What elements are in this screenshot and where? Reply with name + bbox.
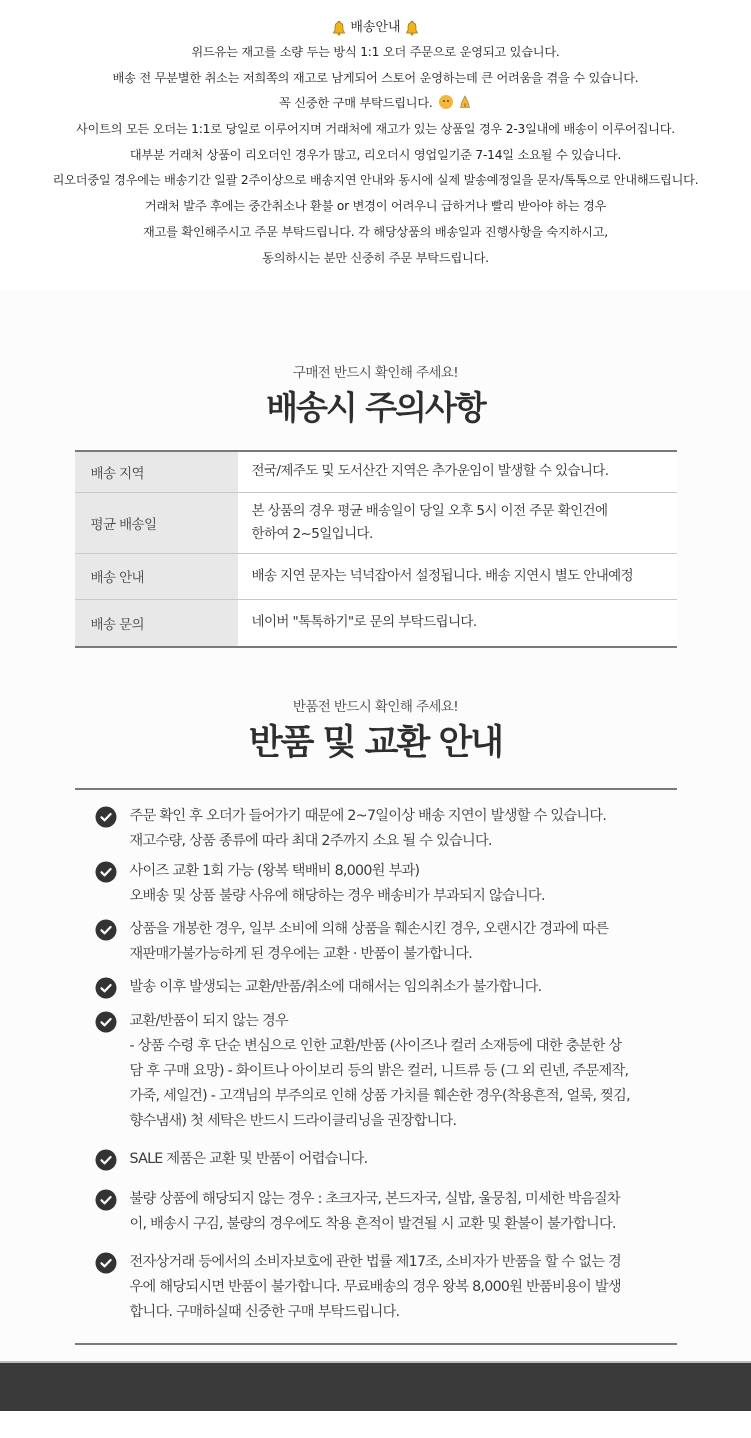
check-circle-icon [95, 1252, 117, 1274]
list-item-line: 향수냄새) 첫 세탁은 반드시 드라이클리닝을 권장합니다. [129, 1113, 457, 1129]
table-row [75, 553, 677, 599]
shipping-notice [0, 0, 751, 290]
list-item-line: - 상품 수령 후 단순 변심으로 인한 교환/반품 (사이즈나 컬러 소재등에 대한 충분한 상 [129, 1038, 622, 1054]
check-circle-icon [95, 1189, 117, 1211]
notice-title [0, 15, 751, 40]
list-item-text [130, 1009, 677, 1134]
list-item [95, 859, 677, 909]
list-item [95, 1250, 677, 1325]
list-item-line: 발송 이후 발생되는 교환/반품/취소에 대해서는 임의취소가 불가합니다. [129, 979, 542, 995]
row-value-line: 한하여 2~5일입니다. [251, 525, 373, 542]
list-item-line: 교환/반품이 되지 않는 경우 [129, 1013, 289, 1029]
list-item-line: 가죽, 세일건) - 고객님의 부주의로 인해 상품 가치를 훼손한 경우(착용흔적, 얼룩, 찢김, [129, 1088, 630, 1104]
list-item-text [130, 1250, 677, 1325]
row-label: 배송 안내 [75, 553, 238, 599]
shipping-precautions [0, 290, 751, 648]
notice-line-text: 꼭 신중한 구매 부탁드립니다. [279, 96, 433, 111]
row-value-line: 본 상품의 경우 평균 배송일이 당일 오후 5시 이전 주문 확인건에 [251, 502, 608, 519]
list-item-line: 주문 확인 후 오더가 들어가기 때문에 2~7일이상 배송 지연이 발생할 수 있습니다. [129, 808, 607, 824]
list-item [95, 1009, 677, 1134]
row-label: 평균 배송일 [75, 492, 238, 553]
notice-line: 위드유는 재고를 소량 두는 방식 1:1 오더 주문으로 운영되고 있습니다. [191, 45, 560, 59]
list-item-line: 불량 상품에 해당되지 않는 경우 : 초크자국, 본드자국, 실밥, 울뭉침, 미세한 박음질차 [129, 1191, 620, 1207]
shipping-subheading: 구매전 반드시 확인해 주세요! [292, 365, 459, 381]
row-value: 배송 지연 문자는 넉넉잡아서 설정됩니다. 배송 지연시 별도 안내예정 [238, 553, 677, 599]
list-item-line: SALE 제품은 교환 및 반품이 어렵습니다. [129, 1151, 368, 1167]
list-item-line: 담 후 구매 요망) - 화이트나 아이보리 등의 밝은 컬러, 니트류 등 (그 외 린넨, 주문제작, [129, 1063, 629, 1079]
row-label: 배송 지역 [75, 451, 238, 492]
notice-title-text: 배송안내 [350, 20, 401, 35]
list-item-text [130, 917, 677, 967]
notice-line: 거래처 발주 후에는 중간취소나 환불 or 변경이 어려우니 급하거나 빨리 받아야 하는 경우 [144, 199, 607, 214]
list-item-line: 재고수량, 상품 종류에 따라 최대 2주까지 소요 될 수 있습니다. [129, 833, 492, 849]
list-item-text [130, 975, 677, 1000]
notice-line: 리오더중일 경우에는 배송기간 일괄 2주이상으로 배송지연 안내와 동시에 실제 발송예정일을 문자/톡톡으로 안내해드립니다. [52, 173, 699, 188]
shipping-heading: 배송시 주의사항 [266, 388, 485, 427]
list-item [95, 1147, 677, 1172]
bell-icon [405, 20, 419, 36]
notice-line: 사이트의 모든 오더는 1:1로 당일로 이루어지며 거래처에 재고가 있는 상품일 경우 2-3일내에 배송이 이루어집니다. [76, 122, 675, 137]
list-item-line: 재판매가불가능하게 된 경우에는 교환 · 반품이 불가합니다. [129, 946, 473, 962]
check-circle-icon [95, 919, 117, 941]
footer-band [0, 1361, 751, 1411]
row-value: 전국/제주도 및 도서산간 지역은 추가운임이 발생할 수 있습니다. [238, 451, 677, 492]
row-value: 네이버 "톡톡하기"로 문의 부탁드립니다. [238, 599, 677, 647]
list-item-text [130, 1187, 677, 1237]
sad-face-icon [439, 95, 453, 109]
check-circle-icon [95, 977, 117, 999]
notice-line [0, 91, 751, 117]
list-item [95, 804, 677, 854]
row-label: 배송 문의 [75, 599, 238, 647]
returns-subheading: 반품전 반드시 확인해 주세요! [292, 699, 459, 715]
bell-icon [332, 20, 346, 36]
check-circle-icon [95, 1149, 117, 1171]
check-circle-icon [95, 1011, 117, 1033]
list-item-line: 합니다. 구매하실때 신중한 구매 부탁드립니다. [129, 1304, 400, 1320]
notice-line: 배송 전 무분별한 취소는 저희쪽의 재고로 남게되어 스토어 운영하는데 큰 어려움을 겪을 수 있습니다. [112, 70, 639, 85]
returns-exchange-guide [0, 648, 751, 1361]
list-item-line: 사이즈 교환 1회 가능 (왕복 택배비 8,000원 부과) [129, 863, 420, 879]
check-circle-icon [95, 806, 117, 828]
list-item-text [130, 804, 677, 854]
list-item-line: 오배송 및 상품 불량 사유에 해당하는 경우 배송비가 부과되지 않습니다. [129, 888, 545, 904]
returns-heading: 반품 및 교환 안내 [248, 723, 503, 763]
info-panel [0, 290, 751, 1361]
list-item-line: 전자상거래 등에서의 소비자보호에 관한 법률 제17조, 소비자가 반품을 할 수 없는 경 [129, 1254, 622, 1270]
table-row [75, 492, 677, 553]
check-circle-icon [95, 861, 117, 883]
table-row [75, 451, 677, 492]
list-item-text [130, 1147, 677, 1172]
notice-line: 대부분 거래처 상품이 리오더인 경우가 많고, 리오더시 영업일기준 7-14일 소요될 수 있습니다. [129, 147, 622, 162]
list-item [95, 917, 677, 967]
notice-line: 재고를 확인해주시고 주문 부탁드립니다. 각 해당상품의 배송일과 진행사항을 숙지하시고, [143, 224, 608, 239]
table-row [75, 599, 677, 647]
list-item-line: 이, 배송시 구김, 불량의 경우에도 착용 흔적이 발견될 시 교환 및 환불이 불가합니다. [129, 1216, 616, 1232]
notice-line: 동의하시는 분만 신중히 주문 부탁드립니다. [262, 250, 489, 265]
folded-hands-icon [458, 93, 472, 107]
list-item-line: 우에 해당되시면 반품이 불가합니다. 무료배송의 경우 왕복 8,000원 반품비용이 발생 [129, 1279, 621, 1295]
list-item [95, 1187, 677, 1237]
returns-list [75, 790, 677, 1343]
row-value [238, 492, 677, 553]
list-item-text [130, 859, 677, 909]
shipping-table [75, 450, 677, 648]
list-item [95, 975, 677, 1000]
list-item-line: 상품을 개봉한 경우, 일부 소비에 의해 상품을 훼손시킨 경우, 오랜시간 경과에 따른 [129, 921, 609, 937]
